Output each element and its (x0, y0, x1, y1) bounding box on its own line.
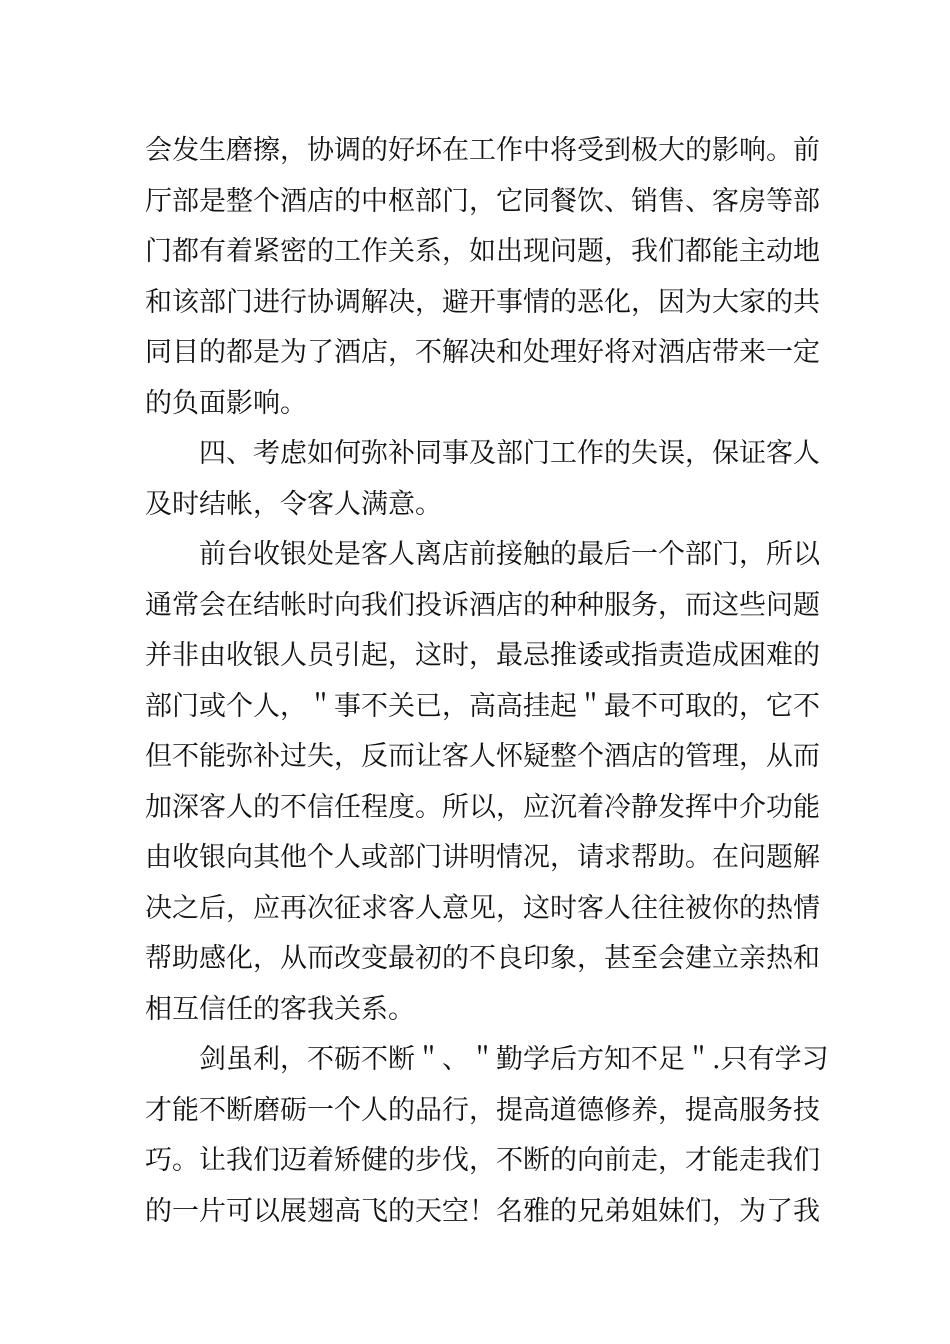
text-line: 决之后，应再次征求客人意见，这时客人往往被你的热情 (145, 892, 820, 924)
text-line: 并非由收银人员引起，这时，最忌推诿或指责造成困难的 (145, 640, 820, 671)
text-line: 的负面影响。 (145, 387, 307, 419)
text-line: 厅部是整个酒店的中枢部门，它同餐饮、销售、客房等部 (145, 185, 820, 217)
text-line: 会发生磨擦，协调的好坏在工作中将受到极大的影响。前 (145, 135, 820, 166)
text-line: 加深客人的不信任程度。所以，应沉着冷静发挥中介功能 (145, 791, 820, 823)
text-line: 的一片可以展翅高飞的天空！名雅的兄弟姐妹们，为了我 (145, 1195, 820, 1227)
text-line: 才能不断磨砺一个人的品行，提高道德修养，提高服务技 (145, 1094, 820, 1126)
body-text (145, 126, 829, 1237)
text-line: 和该部门进行协调解决，避开事情的恶化，因为大家的共 (145, 286, 820, 318)
text-line: 但不能弥补过失，反而让客人怀疑整个酒店的管理，从而 (145, 741, 820, 772)
text-line: 及时结帐，令客人满意。 (145, 488, 442, 520)
text-line: 帮助感化，从而改变最初的不良印象，甚至会建立亲热和 (145, 943, 820, 974)
text-line: 部门或个人，＂事不关已，高高挂起＂最不可取的，它不 (145, 690, 820, 722)
text-line: 同目的都是为了酒店，不解决和处理好将对酒店带来一定 (145, 337, 820, 368)
text-line: 相互信任的客我关系。 (145, 993, 415, 1025)
paragraph-start: 前台收银处是客人离店前接触的最后一个部门，所以 (199, 539, 820, 570)
text-line: 巧。让我们迈着矫健的步伐，不断的向前走，才能走我们 (145, 1145, 820, 1176)
text-line: 由收银向其他个人或部门讲明情况，请求帮助。在问题解 (145, 842, 820, 873)
text-line: 门都有着紧密的工作关系，如出现问题，我们都能主动地 (145, 236, 820, 267)
text-line: 通常会在结帐时向我们投诉酒店的种种服务，而这些问题 (145, 589, 820, 621)
paragraph-start: 剑虽利，不砺不断＂、＂勤学后方知不足＂.只有学习 (199, 1044, 829, 1075)
section-heading-four: 四、考虑如何弥补同事及部门工作的失误，保证客人 (199, 438, 820, 469)
